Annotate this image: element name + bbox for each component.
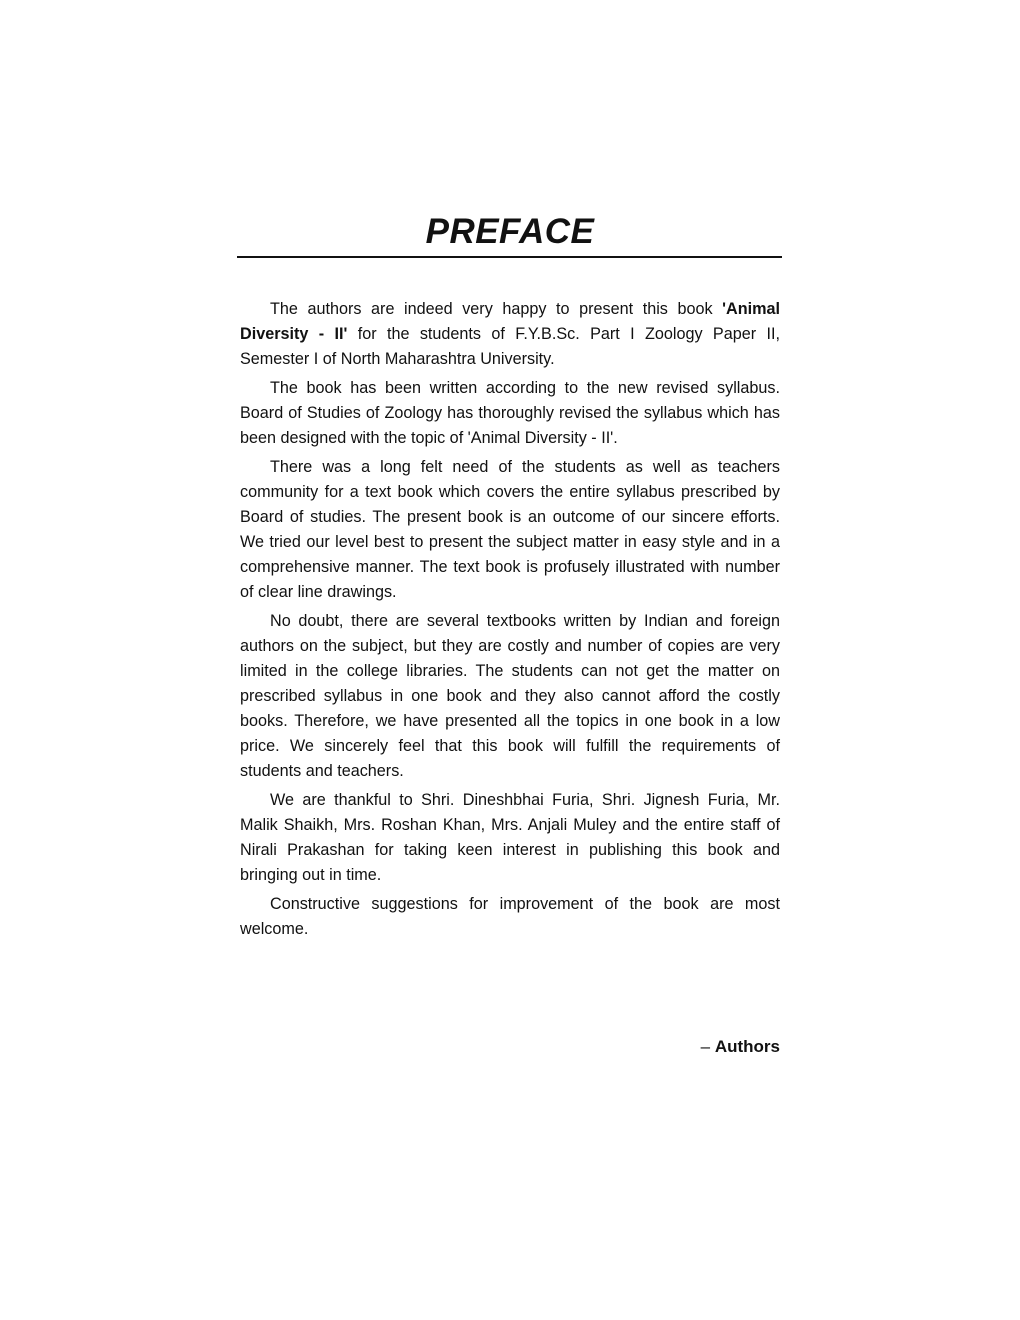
page-title: PREFACE — [425, 212, 595, 251]
signature-name: Authors — [714, 1037, 780, 1056]
preface-body — [240, 297, 780, 946]
paragraph-4: No doubt, there are several textbooks written by Indian and foreign authors on the subject, but they are costly and number of copies are very limited in the college libraries. The students can not get the matter on prescribed syllabus in one book and they also cannot afford the costly books. Therefore, we have presented all the topics in one book in a low price. We sincerely feel that this book will fulfill the requirements of students and teachers. — [240, 612, 780, 780]
signature — [701, 1037, 780, 1057]
title-underline — [237, 256, 782, 258]
paragraph-6: Constructive suggestions for improvement of the book are most welcome. — [240, 895, 780, 938]
paragraph-text: for the students of F.Y.B.Sc. Part I Zoology Paper II, Semester I of North Maharashtra University. — [240, 325, 780, 368]
paragraph-1 — [240, 297, 780, 372]
signature-dash: – — [700, 1037, 715, 1056]
paragraph-2: The book has been written according to the new revised syllabus. Board of Studies of Zoology has thoroughly revised the syllabus which has been designed with the topic of 'Animal Diversity - II'. — [240, 379, 780, 447]
book-title: 'Animal Diversity - II' — [240, 300, 780, 343]
paragraph-5: We are thankful to Shri. Dineshbhai Furia, Shri. Jignesh Furia, Mr. Malik Shaikh, Mrs. Roshan Khan, Mrs. Anjali Muley and the entire staff of Nirali Prakashan for taking keen interest in publishing this book and bringing out in time. — [240, 791, 780, 884]
paragraph-3: There was a long felt need of the students as well as teachers community for a text book which covers the entire syllabus prescribed by Board of studies. The present book is an outcome of our sincere efforts. We tried our level best to present the subject matter in easy style and in a comprehensive manner. The text book is profusely illustrated with number of clear line drawings. — [240, 458, 780, 601]
paragraph-text: The authors are indeed very happy to present this book — [270, 300, 723, 318]
